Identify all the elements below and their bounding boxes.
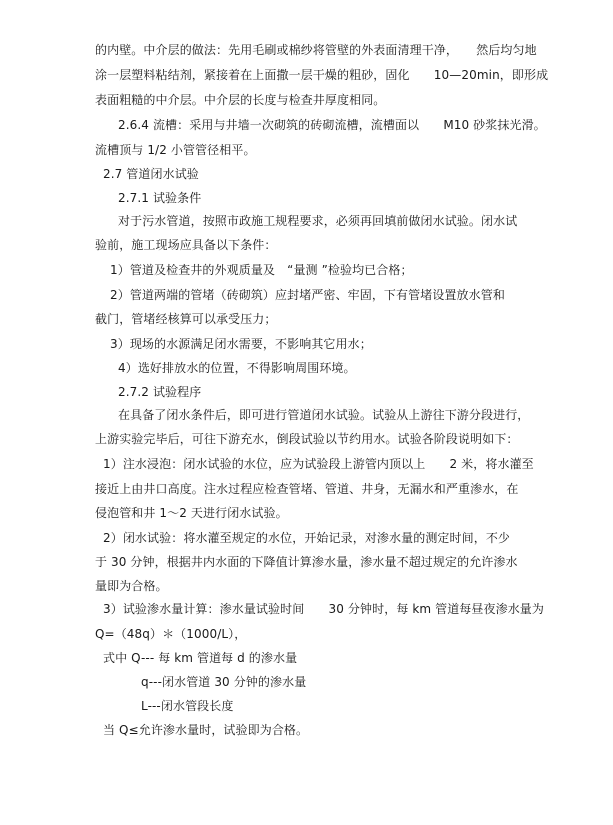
text-line-1: 的内壁。中介层的做法：先用毛刷或棉纱将管壁的外表面清理干净， 然后均匀地 bbox=[95, 43, 537, 57]
text-line-19: 接近上由井口高度。注水过程应检查管堵、管道、井身，无漏水和严重渗水，在 bbox=[95, 482, 519, 496]
formula-definition-q-lower: q---闭水管道 30 分钟的渗水量 bbox=[141, 675, 307, 689]
list-item-1: 1）管道及检查井的外观质量及 “量测 ”检验均已合格； bbox=[110, 263, 413, 277]
text-line-24: 3）试验渗水量计算：渗水量试验时间 30 分钟时，每 km 管道每昼夜渗水量为 bbox=[103, 602, 544, 616]
list-item-3: 3）现场的水源满足闭水需要，不影响其它用水； bbox=[110, 337, 372, 351]
section-heading-2-7: 2.7 管道闭水试验 bbox=[103, 167, 199, 181]
text-line-22: 于 30 分钟，根据井内水面的下降值计算渗水量，渗水量不超过规定的允许渗水 bbox=[95, 555, 518, 569]
text-line-17: 上游实验完毕后，可往下游充水，倒段试验以节约用水。试验各阶段说明如下： bbox=[95, 432, 519, 446]
text-line-23: 量即为合格。 bbox=[95, 579, 168, 593]
text-line-18: 1）注水浸泡：闭水试验的水位，应为试验段上游管内顶以上 2 米，将水灌至 bbox=[103, 457, 534, 471]
list-item-4: 4）选好排放水的位置，不得影响周围环境。 bbox=[118, 361, 356, 375]
list-item-2: 2）管道两端的管堵（砖砌筑）应封堵严密、牢固，下有管堵设置放水管和 bbox=[110, 288, 505, 302]
text-line-21: 2）闭水试验：将水灌至规定的水位，开始记录，对渗水量的测定时间，不少 bbox=[103, 531, 511, 545]
text-line-20: 侵泡管和井 1～2 天进行闭水试验。 bbox=[95, 506, 288, 520]
text-line-8: 对于污水管道，按照市政施工规程要求，必须再回填前做闭水试验。闭水试 bbox=[118, 214, 518, 228]
text-line-4: 2.6.4 流槽：采用与井墙一次砌筑的砖砌流槽，流槽面以 M10 砂浆抹光滑。 bbox=[118, 118, 546, 132]
subsection-heading-2-7-2: 2.7.2 试验程序 bbox=[118, 385, 202, 399]
list-item-2-continued: 截门，管堵经核算可以承受压力； bbox=[95, 312, 277, 326]
text-line-29: 当 Q≤允许渗水量时，试验即为合格。 bbox=[103, 723, 309, 737]
formula-definition-l: L---闭水管段长度 bbox=[141, 699, 234, 713]
formula-definition-q-upper: 式中 Q--- 每 km 管道每 d 的渗水量 bbox=[103, 651, 298, 665]
text-line-9: 验前，施工现场应具备以下条件： bbox=[95, 238, 277, 252]
text-line-2: 涂一层塑料粘结剂，紧接着在上面撒一层干燥的粗砂，固化 10—20min，即形成 bbox=[95, 68, 549, 82]
text-line-5: 流槽顶与 1/2 小管管径相平。 bbox=[95, 143, 256, 157]
subsection-heading-2-7-1: 2.7.1 试验条件 bbox=[118, 191, 202, 205]
text-line-3: 表面粗糙的中介层。中介层的长度与检查井厚度相同。 bbox=[95, 93, 386, 107]
text-line-16: 在具备了闭水条件后，即可进行管道闭水试验。试验从上游往下游分段进行， bbox=[118, 408, 530, 422]
formula-line: Q=（48q）＊（1000/L）， bbox=[95, 627, 247, 641]
